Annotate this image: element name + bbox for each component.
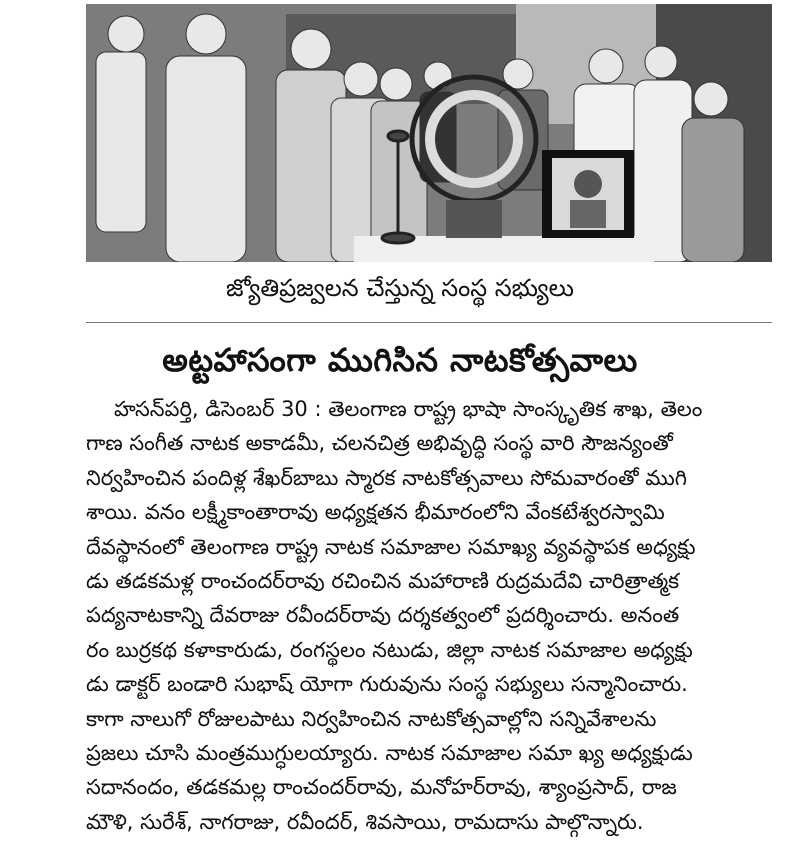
divider — [86, 322, 772, 323]
article-line: ప్రజలు చూసి మంత్రముగ్ధులయ్యారు. నాటక సమాజాల సమా ఖ్య అధ్యక్షుడు — [86, 740, 693, 765]
article-line: కాగా నాలుగో రోజులపాటు నిర్వహించిన నాటకోత్సవాల్లోని సన్నివేశాలను — [86, 706, 657, 731]
portrait-frame-icon — [542, 150, 634, 238]
photo-caption: జ్యోతిప్రజ్వలన చేస్తున్న సంస్థ సభ్యులు — [226, 274, 574, 302]
article-line: దేవస్థానంలో తెలంగాణ రాష్ట్ర నాటక సమాజాల సమాఖ్య వ్యవస్థాపక అధ్యక్షు — [86, 534, 696, 559]
news-photo — [86, 4, 772, 262]
article-line: గాణ సంగీత నాటక అకాడమీ, చలనచిత్ర అభివృద్ధి సంస్థ వారి సౌజన్యంతో — [86, 431, 673, 456]
article-headline: అట్టహాసంగా ముగిసిన నాటకోత్సవాలు — [162, 341, 638, 379]
article-line: సదానందం, తడకమల్ల రాంచందర్‌రావు, మనోహర్‌రావు, శ్యాంప్రసాద్, రాజ — [86, 775, 677, 800]
article-body — [86, 392, 772, 868]
article-line: డు డాక్టర్ బండారి సుభాష్ యోగా గురువును సంస్థ సభ్యులు సన్మానించారు. — [86, 672, 688, 697]
photo-illustration — [86, 4, 772, 262]
article-line: పద్యనాటకాన్ని దేవరాజు రవీందర్‌రావు దర్శకత్వంలో ప్రదర్శించారు. అనంత — [86, 603, 680, 628]
article-line: మౌళి, సురేశ్, నాగరాజు, రవీందర్, శివసాయి, రామదాసు పాల్గొన్నారు. — [86, 809, 644, 834]
article-line: డు తడకమళ్ల రాంచందర్‌రావు రచించిన మహారాణి రుద్రమదేవి చారిత్రాత్మక — [86, 568, 680, 593]
article-line: శాయి. వనం లక్ష్మీకాంతారావు అధ్యక్షతన భీమారంలోని వేంకటేశ్వరస్వామి — [86, 500, 665, 525]
article-line: నిర్వహించిన పందిళ్ల శేఖర్‌బాబు స్మారక నాటకోత్సవాలు సోమవారంతో ముగి — [86, 465, 688, 490]
article-line: రం బుర్రకథ కళాకారుడు, రంగస్థలం నటుడు, జిల్లా నాటక సమాజాల అధ్యక్షు — [86, 637, 693, 662]
article-line: హసన్‌పర్తి, డిసెంబర్ 30 : తెలంగాణ రాష్ట్ర భాషా సాంస్కృతిక శాఖ, తెలం — [114, 397, 703, 421]
